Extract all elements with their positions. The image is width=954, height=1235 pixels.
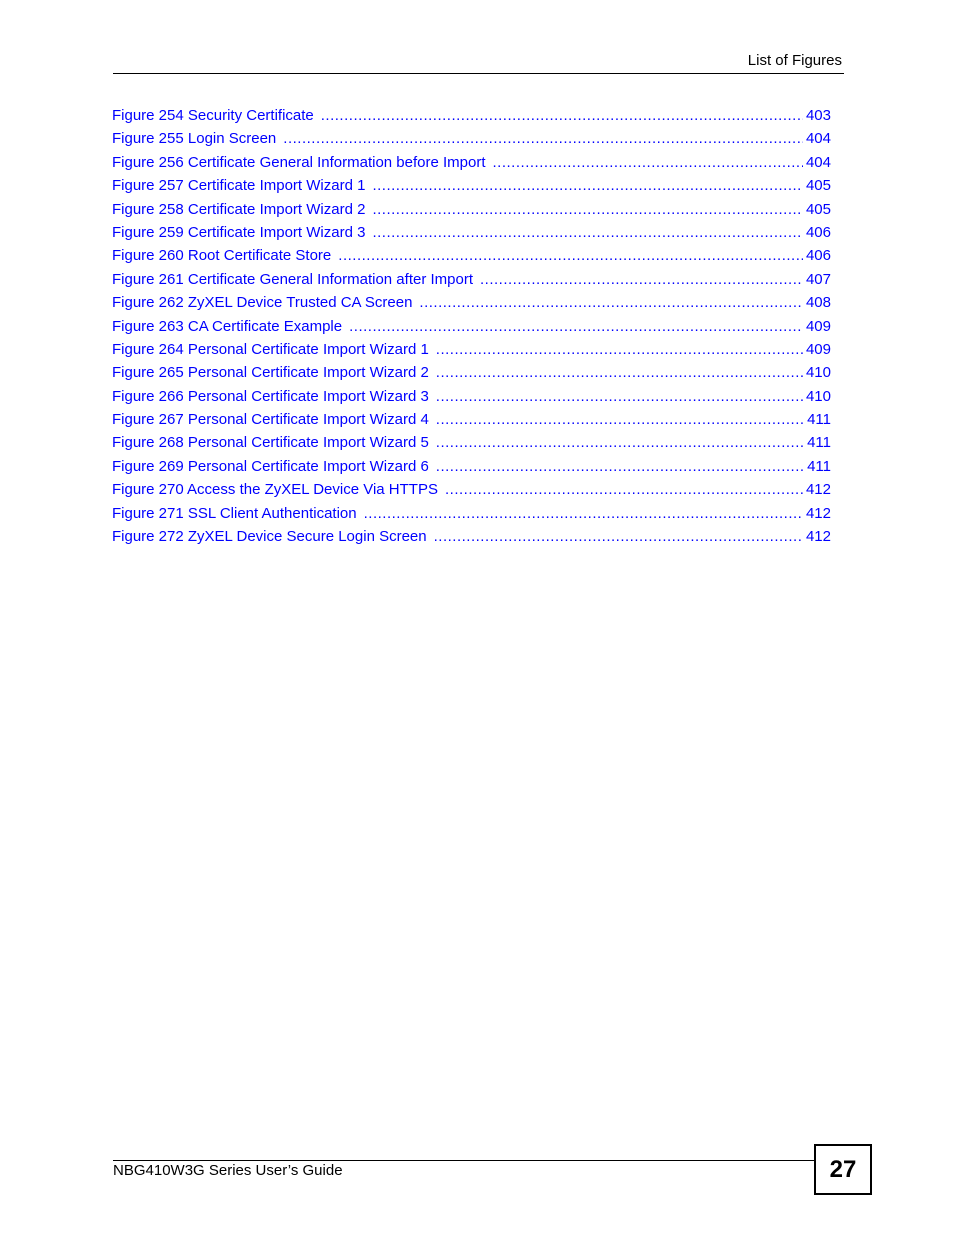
- toc-entry-page: 411: [807, 434, 831, 452]
- toc-dot-leader: [436, 340, 803, 360]
- toc-dot-leader: [445, 480, 803, 500]
- toc-dot-leader: [338, 246, 803, 266]
- toc-entry-title: Figure 263 CA Certificate Example: [112, 317, 343, 335]
- toc-dot-leader: [493, 153, 803, 173]
- toc-dot-leader: [436, 363, 803, 383]
- toc-dot-leader: [436, 457, 804, 477]
- toc-entry-figure-272[interactable]: [112, 527, 831, 550]
- toc-entry-title: Figure 257 Certificate Import Wizard 1: [112, 177, 366, 195]
- toc-entry-page: 406: [805, 223, 831, 241]
- toc-entry-page: 412: [805, 481, 831, 499]
- toc-dot-leader: [372, 176, 803, 196]
- toc-dot-leader: [364, 504, 803, 524]
- toc-entry-title: Figure 268 Personal Certificate Import Wizard 5: [112, 434, 429, 452]
- toc-dot-leader: [283, 129, 803, 149]
- toc-entry-title: Figure 271 SSL Client Authentication: [112, 504, 357, 522]
- toc-dot-leader: [436, 433, 804, 453]
- toc-entry-page: 412: [805, 504, 831, 522]
- toc-dot-leader: [372, 200, 803, 220]
- toc-dot-leader: [321, 106, 803, 126]
- toc-entry-page: 403: [805, 107, 831, 124]
- toc-entry-title: Figure 258 Certificate Import Wizard 2: [112, 200, 366, 218]
- toc-entry-title: Figure 255 Login Screen: [112, 130, 277, 148]
- page-number-box: 27: [814, 1144, 872, 1195]
- toc-entry-figure-254[interactable]: [112, 106, 831, 129]
- toc-entry-title: Figure 262 ZyXEL Device Trusted CA Screen: [112, 294, 413, 312]
- footer-guide-name: NBG410W3G Series User’s Guide: [113, 1162, 343, 1179]
- toc-entry-page: 405: [805, 200, 831, 218]
- toc-entry-page: 407: [805, 270, 831, 288]
- toc-entry-page: 408: [805, 294, 831, 312]
- toc-dot-leader: [349, 317, 803, 337]
- toc-entry-page: 404: [805, 153, 831, 171]
- toc-dot-leader: [436, 410, 804, 430]
- toc-entry-title: Figure 260 Root Certificate Store: [112, 247, 332, 265]
- toc-entry-figure-256[interactable]: [112, 153, 831, 176]
- toc-entry-figure-260[interactable]: [112, 246, 831, 269]
- toc-dot-leader: [434, 527, 803, 547]
- toc-dot-leader: [419, 293, 803, 313]
- toc-entry-figure-270[interactable]: [112, 480, 831, 503]
- toc-entry-figure-259[interactable]: [112, 223, 831, 246]
- toc-entry-figure-255[interactable]: [112, 129, 831, 152]
- toc-entry-figure-265[interactable]: [112, 363, 831, 386]
- toc-entry-page: 410: [805, 364, 831, 382]
- toc-entry-figure-263[interactable]: [112, 317, 831, 340]
- toc-entry-figure-257[interactable]: [112, 176, 831, 199]
- toc-entry-title: Figure 264 Personal Certificate Import Wizard 1: [112, 340, 429, 358]
- list-of-figures: [112, 106, 831, 550]
- toc-entry-page: 405: [805, 177, 831, 195]
- toc-entry-page: 412: [805, 528, 831, 546]
- toc-entry-title: Figure 269 Personal Certificate Import Wizard 6: [112, 457, 429, 475]
- toc-entry-title: Figure 272 ZyXEL Device Secure Login Screen: [112, 528, 427, 546]
- toc-entry-figure-264[interactable]: [112, 340, 831, 363]
- toc-entry-page: 404: [805, 130, 831, 148]
- toc-entry-title: Figure 256 Certificate General Information before Import: [112, 153, 486, 171]
- toc-entry-figure-271[interactable]: [112, 504, 831, 527]
- header-divider: [113, 73, 844, 74]
- toc-entry-page: 411: [807, 411, 831, 429]
- toc-entry-page: 410: [805, 387, 831, 405]
- toc-entry-title: Figure 267 Personal Certificate Import Wizard 4: [112, 411, 429, 429]
- toc-entry-figure-258[interactable]: [112, 200, 831, 223]
- toc-entry-title: Figure 265 Personal Certificate Import Wizard 2: [112, 364, 429, 382]
- toc-entry-figure-262[interactable]: [112, 293, 831, 316]
- toc-dot-leader: [436, 387, 803, 407]
- toc-dot-leader: [480, 270, 803, 290]
- toc-entry-title: Figure 259 Certificate Import Wizard 3: [112, 223, 366, 241]
- toc-entry-page: 409: [805, 340, 831, 358]
- page-header-title: List of Figures: [747, 52, 842, 69]
- toc-entry-figure-261[interactable]: [112, 270, 831, 293]
- toc-entry-title: Figure 270 Access the ZyXEL Device Via HTTPS: [112, 481, 438, 499]
- toc-entry-page: 411: [807, 457, 831, 475]
- toc-entry-figure-266[interactable]: [112, 387, 831, 410]
- toc-entry-page: 406: [805, 247, 831, 265]
- toc-entry-title: Figure 266 Personal Certificate Import Wizard 3: [112, 387, 429, 405]
- toc-entry-title: Figure 254 Security Certificate: [112, 107, 314, 124]
- toc-entry-title: Figure 261 Certificate General Information after Import: [112, 270, 473, 288]
- toc-entry-page: 409: [805, 317, 831, 335]
- toc-entry-figure-268[interactable]: [112, 433, 831, 456]
- toc-entry-figure-269[interactable]: [112, 457, 831, 480]
- toc-dot-leader: [372, 223, 803, 243]
- toc-entry-figure-267[interactable]: [112, 410, 831, 433]
